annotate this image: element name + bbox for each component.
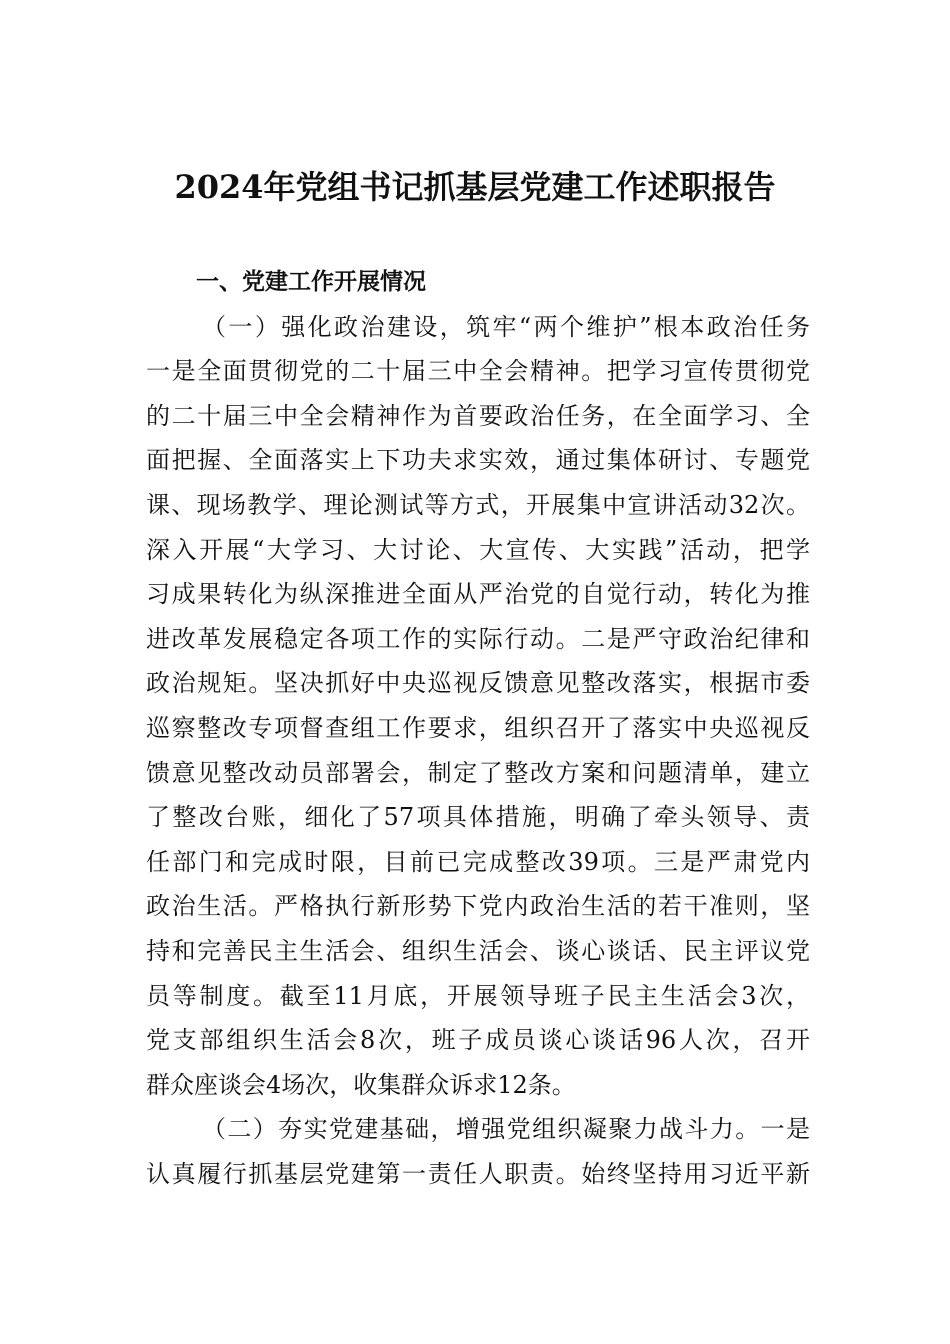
document-title: 2024年党组书记抓基层党建工作述职报告 [174, 168, 776, 206]
paragraph-line: 课、现场教学、理论测试等方式，开展集中宣讲活动32次。 [146, 490, 810, 519]
subsection-heading-1: （一）强化政治建设，筑牢“两个维护”根本政治任务 [202, 312, 810, 341]
paragraph-line: 政治规矩。坚决抓好中央巡视反馈意见整改落实，根据市委 [146, 669, 810, 698]
paragraph-line: 习成果转化为纵深推进全面从严治党的自觉行动，转化为推 [146, 580, 810, 609]
paragraph-line: 巡察整改专项督查组工作要求，组织召开了落实中央巡视反 [146, 713, 810, 742]
paragraph-line: 进改革发展稳定各项工作的实际行动。二是严守政治纪律和 [146, 624, 810, 653]
paragraph-line: 群众座谈会4场次，收集群众诉求12条。 [146, 1070, 576, 1099]
section-heading-1: 一、党建工作开展情况 [196, 269, 426, 295]
paragraph-line: 面把握、全面落实上下功夫求实效，通过集体研讨、专题党 [146, 446, 810, 475]
paragraph-line: 深入开展“大学习、大讨论、大宣传、大实践”活动，把学 [146, 535, 810, 564]
paragraph-line: 任部门和完成时限，目前已完成整改39项。三是严肃党内 [146, 847, 810, 876]
paragraph-line: 持和完善民主生活会、组织生活会、谈心谈话、民主评议党 [146, 936, 810, 965]
subsection-heading-2: （二）夯实党建基础，增强党组织凝聚力战斗力。一是 [202, 1115, 810, 1144]
paragraph-line: 的二十届三中全会精神作为首要政治任务，在全面学习、全 [146, 401, 810, 430]
paragraph-line: 政治生活。严格执行新形势下党内政治生活的若干准则，坚 [146, 892, 810, 921]
paragraph-line: 馈意见整改动员部署会，制定了整改方案和问题清单，建立 [146, 758, 810, 787]
paragraph-line: 党支部组织生活会8次，班子成员谈心谈话96人次，召开 [146, 1026, 810, 1055]
document-body [146, 260, 810, 1196]
paragraph-line: 一是全面贯彻党的二十届三中全会精神。把学习宣传贯彻党 [146, 357, 810, 386]
paragraph-line: 认真履行抓基层党建第一责任人职责。始终坚持用习近平新 [146, 1159, 810, 1188]
paragraph-line: 员等制度。截至11月底，开展领导班子民主生活会3次， [146, 981, 810, 1010]
paragraph-line: 了整改台账，细化了57项具体措施，明确了牵头领导、责 [146, 803, 810, 832]
